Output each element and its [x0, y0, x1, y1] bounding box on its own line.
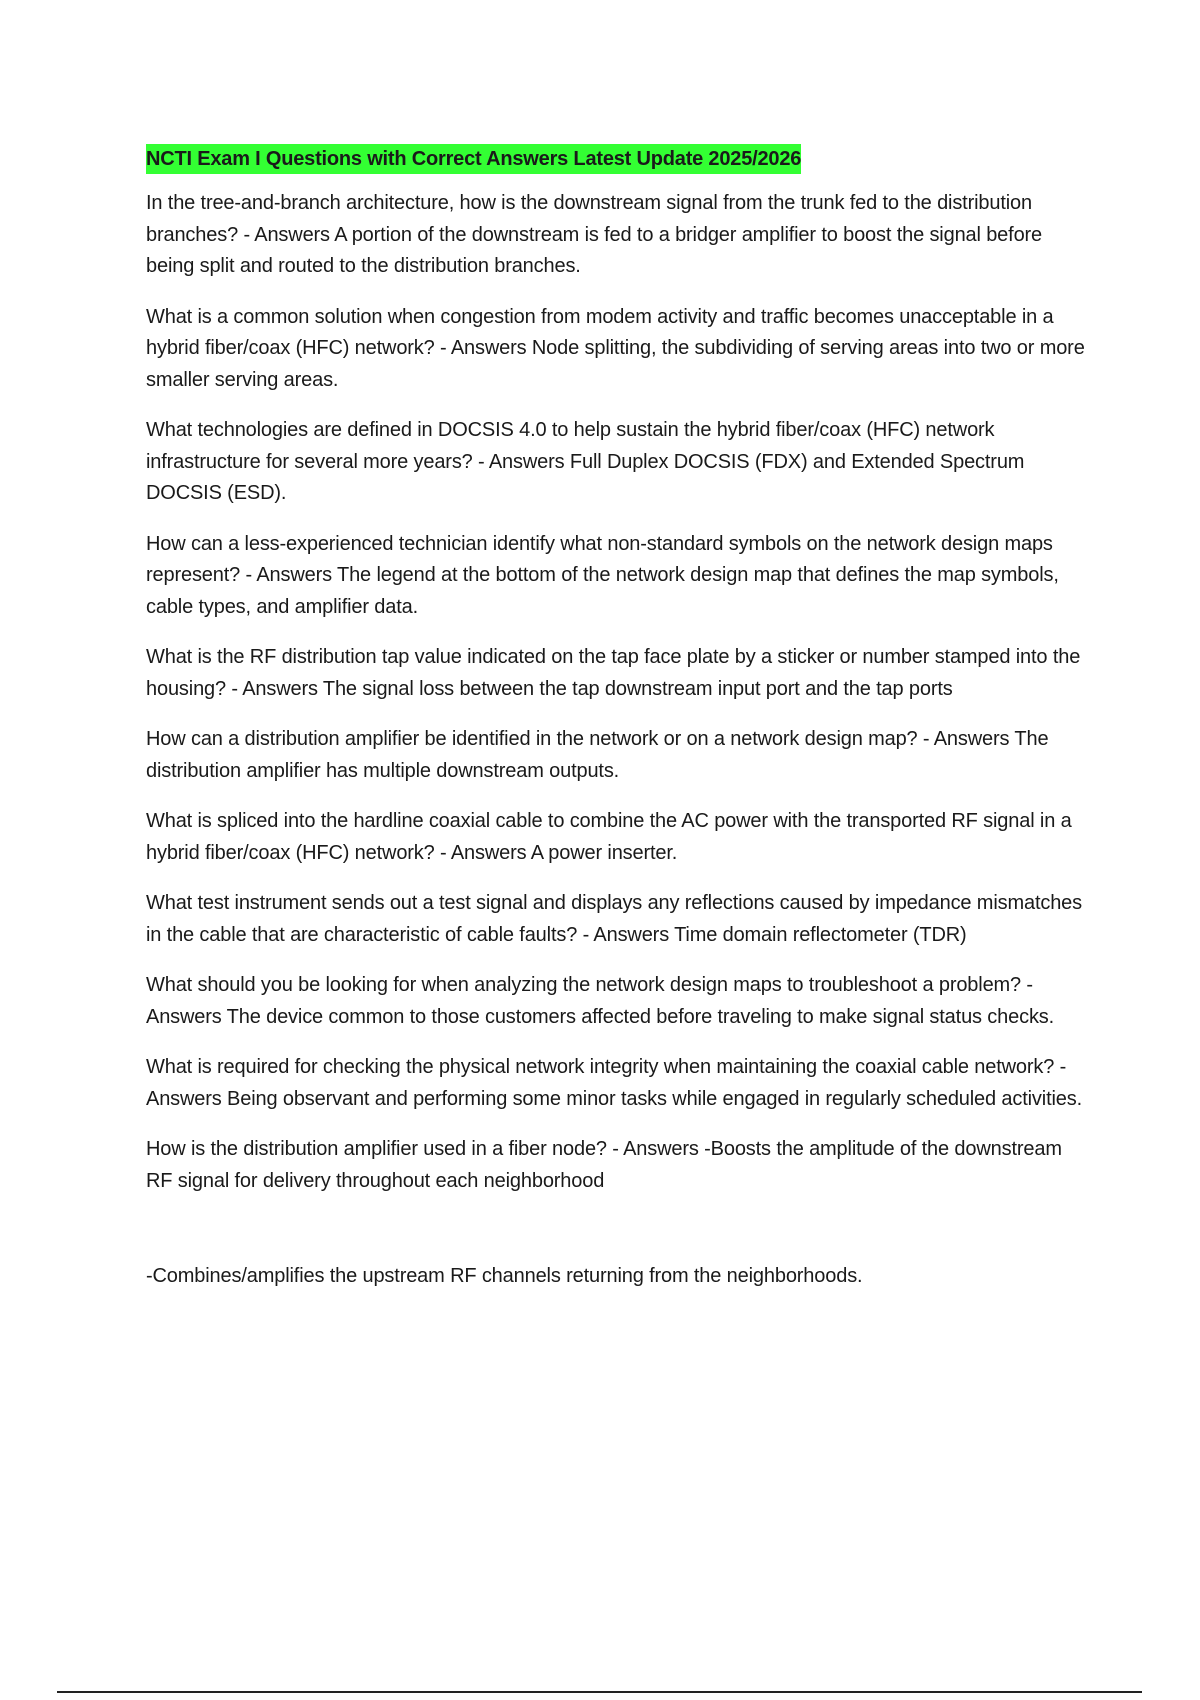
qa-item [146, 970, 1091, 1033]
qa-item [146, 888, 1091, 951]
qa-text: In the tree-and-branch architecture, how is the downstream signal from the trunk fed to the distribution branches? - Answers A portion of the downstream is fed to a bridger amplifier to boost the signal before being split and routed to the distribution branches. [146, 192, 1043, 277]
footer-divider [57, 1691, 1142, 1693]
qa-item [146, 529, 1091, 624]
qa-text: How can a less-experienced technician identify what non-standard symbols on the network design maps represent? - Answers The legend at the bottom of the network design map that defines the map symbols, cable types, and amplifier data. [146, 532, 1059, 618]
qa-text: What test instrument sends out a test signal and displays any reflections caused by impedance mismatches in the cable that are characteristic of cable faults? - Answers Time domain reflectometer (TDR) [146, 892, 1082, 946]
qa-text: What is the RF distribution tap value indicated on the tap face plate by a sticker or number stamped into the housing? - Answers The signal loss between the tap downstream input port and the tap ports [146, 646, 1081, 700]
qa-list [146, 188, 1091, 1197]
qa-text: What should you be looking for when analyzing the network design maps to troubleshoot a problem? - Answers The device common to those customers affected before traveling to make signal status checks. [146, 974, 1055, 1028]
qa-text: What is spliced into the hardline coaxial cable to combine the AC power with the transported RF signal in a hybrid fiber/coax (HFC) network? - Answers A power inserter. [146, 810, 1072, 864]
qa-item [146, 415, 1091, 510]
document-body [146, 144, 1091, 1293]
document-title: NCTI Exam I Questions with Correct Answers Latest Update 2025/2026 [146, 144, 801, 174]
qa-item [146, 1052, 1091, 1115]
qa-item [146, 188, 1091, 283]
qa-item [146, 642, 1091, 705]
qa-text: How can a distribution amplifier be identified in the network or on a network design map? - Answers The distribution amplifier has multiple downstream outputs. [146, 728, 1049, 782]
qa-item [146, 302, 1091, 397]
qa-text: What is a common solution when congestion from modem activity and traffic becomes unacceptable in a hybrid fiber/coax (HFC) network? - Answers Node splitting, the subdividing of serving areas into two or more smaller serving areas. [146, 305, 1085, 391]
qa-item [146, 1134, 1091, 1197]
qa-item [146, 724, 1091, 787]
qa-text: What is required for checking the physical network integrity when maintaining the coaxial cable network? - Answers Being observant and performing some minor tasks while engaged in regularly scheduled activities. [146, 1056, 1083, 1110]
answer-continuation: -Combines/amplifies the upstream RF channels returning from the neighborhoods. [146, 1265, 863, 1287]
qa-text: How is the distribution amplifier used in a fiber node? - Answers -Boosts the amplitude of the downstream RF signal for delivery throughout each neighborhood [146, 1138, 1062, 1192]
qa-item [146, 806, 1091, 869]
qa-text: What technologies are defined in DOCSIS 4.0 to help sustain the hybrid fiber/coax (HFC) network infrastructure for several more years? - Answers Full Duplex DOCSIS (FDX) and Extended Spectrum DOCSIS (ESD). [146, 419, 1025, 504]
